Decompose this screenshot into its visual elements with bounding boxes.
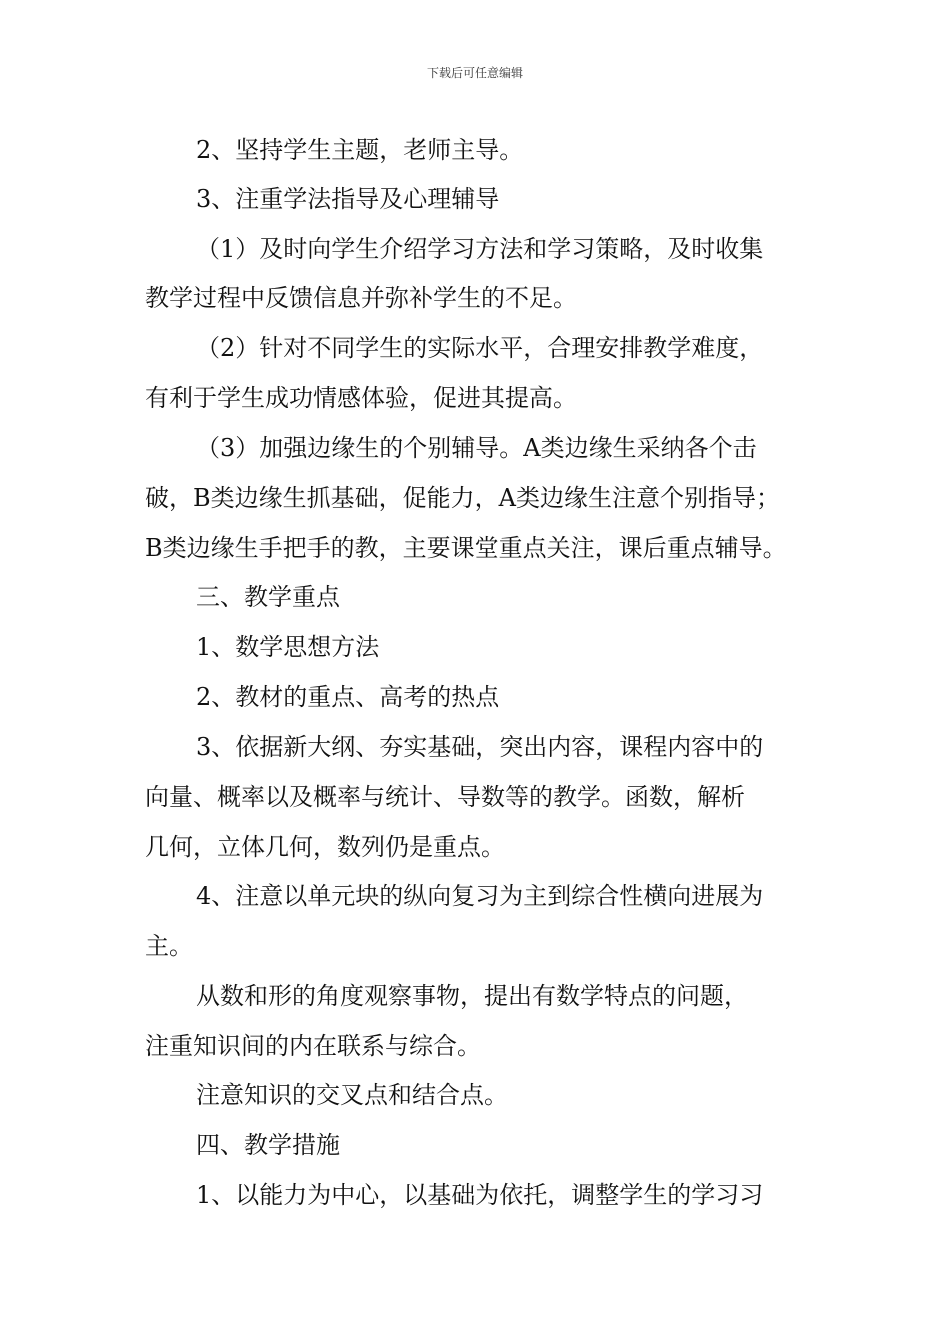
section-heading: 三、教学重点	[196, 583, 340, 611]
page-header: 下载后可任意编辑	[426, 66, 523, 80]
text-line: （3）加强边缘生的个别辅导。A类边缘生采纳各个击	[196, 434, 757, 462]
text-line: 2、教材的重点、高考的热点	[196, 683, 500, 711]
text-line: 1、数学思想方法	[196, 633, 380, 661]
section-heading: 四、教学措施	[196, 1131, 340, 1159]
text-line: （2）针对不同学生的实际水平，合理安排教学难度，	[196, 334, 764, 362]
text-line: 主。	[145, 932, 193, 960]
text-line: 2、坚持学生主题，老师主导。	[196, 136, 524, 164]
text-line: 破，B类边缘生抓基础，促能力，A类边缘生注意个别指导；	[145, 484, 780, 512]
text-line: 教学过程中反馈信息并弥补学生的不足。	[145, 284, 577, 312]
text-line: 注重知识间的内在联系与综合。	[145, 1032, 481, 1060]
text-line: （1）及时向学生介绍学习方法和学习策略，及时收集	[196, 235, 764, 263]
text-line: B类边缘生手把手的教，主要课堂重点关注，课后重点辅导。	[145, 534, 787, 562]
text-line: 有利于学生成功情感体验，促进其提高。	[145, 384, 577, 412]
text-line: 从数和形的角度观察事物，提出有数学特点的问题，	[196, 982, 748, 1010]
text-line: 向量、概率以及概率与统计、导数等的教学。函数，解析	[145, 783, 745, 811]
text-line: 几何，立体几何，数列仍是重点。	[145, 833, 505, 861]
text-line: 注意知识的交叉点和结合点。	[196, 1081, 508, 1109]
text-line: 1、以能力为中心，以基础为依托，调整学生的学习习	[196, 1181, 764, 1209]
text-line: 4、注意以单元块的纵向复习为主到综合性横向进展为	[196, 882, 764, 910]
text-line: 3、依据新大纲、夯实基础，突出内容，课程内容中的	[196, 733, 764, 761]
text-line: 3、注重学法指导及心理辅导	[196, 185, 500, 213]
